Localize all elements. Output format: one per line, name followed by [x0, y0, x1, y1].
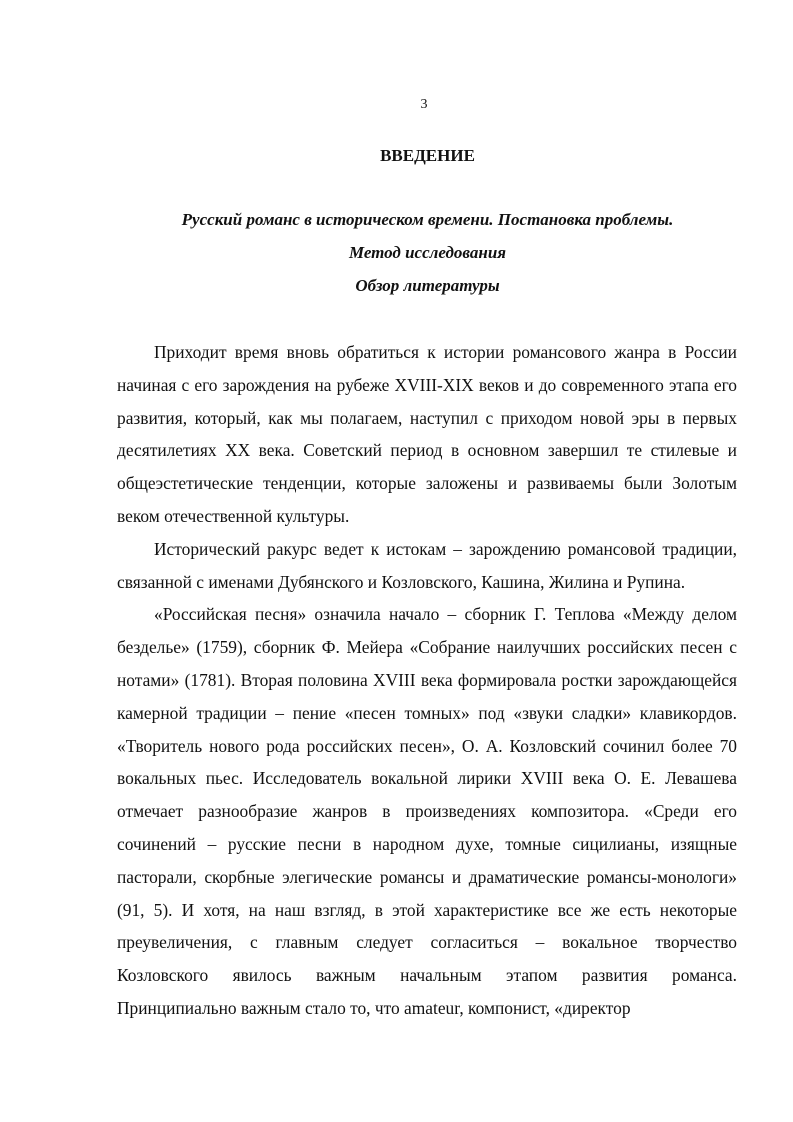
page-number: 3	[420, 97, 428, 112]
paragraph-1: Приходит время вновь обратиться к истории романсового жанра в России начиная с его зарождения на рубеже XVIII-XIX веков и до современного этапа его развития, который, как мы полагаем, наступил с приходом новой эры в первых десятилетиях XX века. Советский период в основном завершил те стилевые и общеэстетические тенденции, которые заложены и развиваемы были Золотым веком отечественной культуры.	[117, 342, 737, 526]
subtitle-line-3: Обзор литературы	[355, 276, 500, 295]
subtitle-line-2: Метод исследования	[348, 243, 507, 262]
body-text	[117, 336, 737, 1025]
paragraph-2: Исторический ракурс ведет к истокам – зарождению романсовой традиции, связанной с именами Дубянского и Козловского, Кашина, Жилина и Рупина.	[117, 538, 737, 592]
chapter-heading: ВВЕДЕНИЕ	[380, 146, 475, 165]
subtitle-line-1: Русский романс в историческом времени. Постановка проблемы.	[181, 210, 674, 229]
paragraph-3: «Российская песня» означила начало – сборник Г. Теплова «Между делом безделье» (1759), сборник Ф. Мейера «Собрание наилучших российских песен с нотами» (1781). Вторая половина XVIII века формировала ростки зарождающейся камерной традиции – пение «песен томных» под «звуки сладки» клавикордов. «Творитель нового рода российских песен», О. А. Козловский сочинил более 70 вокальных пьес. Исследователь вокальной лирики XVIII века О. Е. Левашева отмечает разнообразие жанров в произведениях композитора. «Среди его сочинений – русские песни в народном духе, томные сицилианы, изящные пасторали, скорбные элегические романсы и драматические романсы-монологи» (91, 5). И хотя, на наш взгляд, в этой характеристике все же есть некоторые преувеличения, с главным следует согласиться – вокальное творчество Козловского явилось важным начальным этапом развития романса. Принципиально важным стало то, что amateur, компонист, «директор	[117, 604, 737, 1018]
